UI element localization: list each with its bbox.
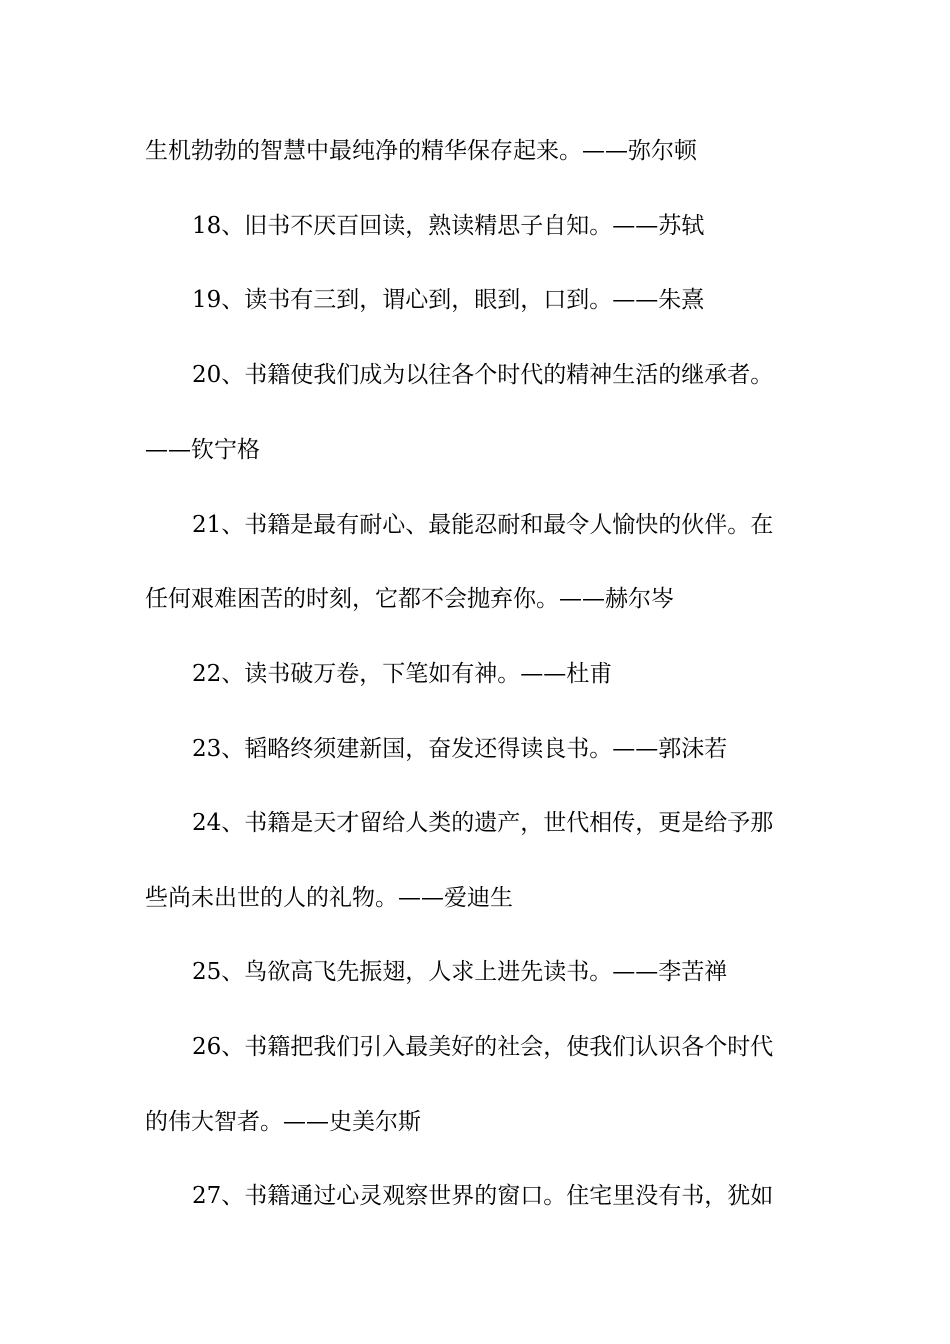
text-line: 26、书籍把我们引入最美好的社会，使我们认识各个时代: [192, 1034, 774, 1060]
text-line: 的伟大智者。——史美尔斯: [145, 1109, 421, 1135]
text-line: 22、读书破万卷，下笔如有神。——杜甫: [192, 661, 613, 687]
text-line: 27、书籍通过心灵观察世界的窗口。住宅里没有书，犹如: [192, 1183, 774, 1209]
text-line: 25、鸟欲高飞先振翅，人求上进先读书。——李苦禅: [192, 959, 728, 985]
text-line: 20、书籍使我们成为以往各个时代的精神生活的继承者。: [192, 362, 774, 388]
text-line: 些尚未出世的人的礼物。——爱迪生: [145, 885, 513, 911]
text-line: 23、韬略终须建新国，奋发还得读良书。——郭沫若: [192, 736, 728, 762]
text-line: 生机勃勃的智慧中最纯净的精华保存起来。——弥尔顿: [145, 138, 697, 164]
text-line: 任何艰难困苦的时刻，它都不会抛弃你。——赫尔岑: [145, 586, 674, 612]
text-line: 24、书籍是天才留给人类的遗产，世代相传，更是给予那: [192, 810, 774, 836]
text-line: 19、读书有三到，谓心到，眼到，口到。——朱熹: [192, 287, 705, 313]
text-line: 21、书籍是最有耐心、最能忍耐和最令人愉快的伙伴。在: [192, 512, 774, 538]
text-line: ——钦宁格: [145, 437, 260, 463]
text-line: 18、旧书不厌百回读，熟读精思子自知。——苏轼: [192, 213, 705, 239]
